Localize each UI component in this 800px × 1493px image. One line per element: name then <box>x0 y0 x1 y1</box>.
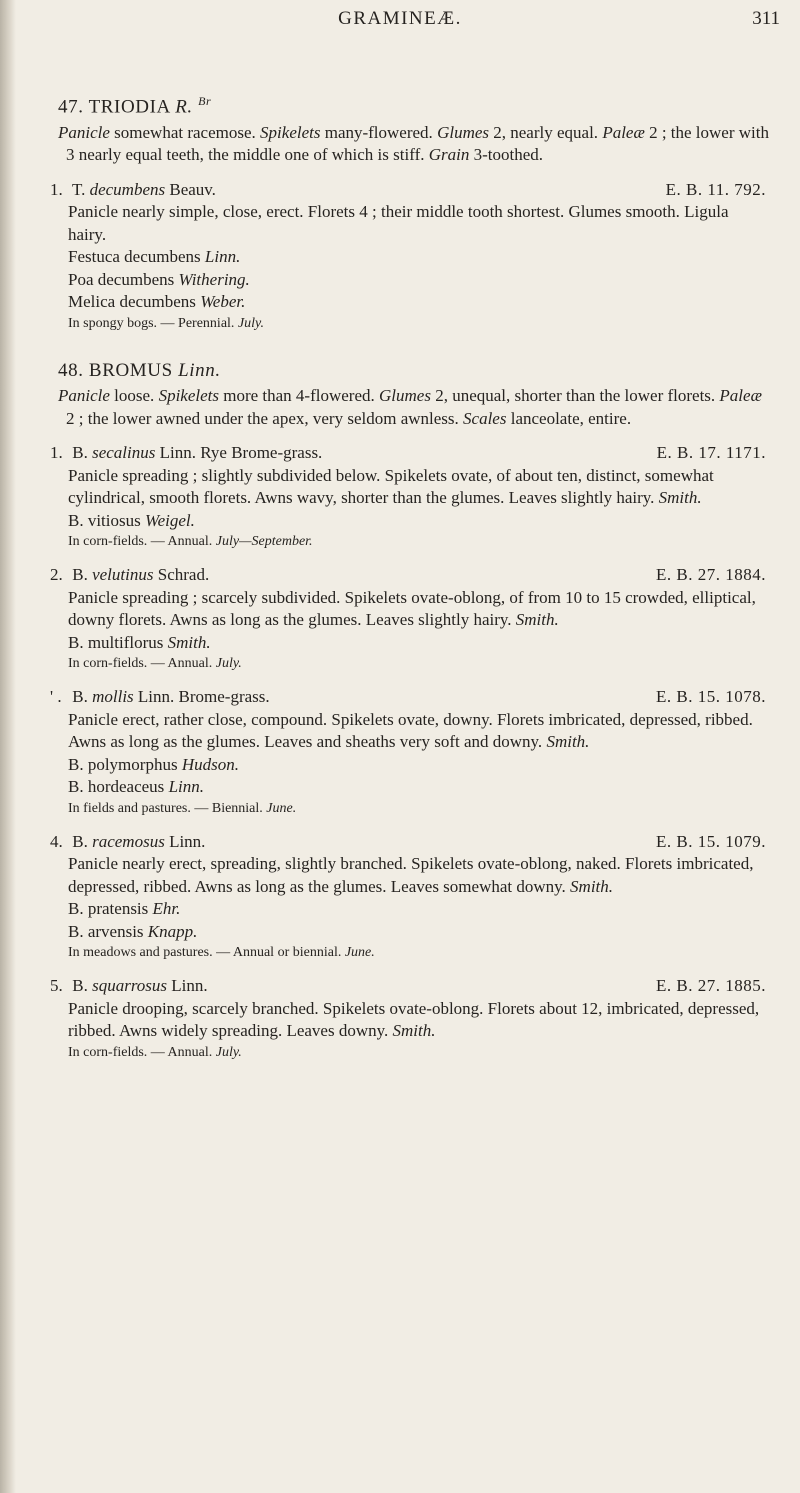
description-segment: 2 ; the lower with 3 nearly equal teeth, the middle one of which is stiff. <box>66 122 769 165</box>
species-authority: Schrad. <box>157 565 210 585</box>
species-habitat <box>50 1043 770 1063</box>
habitat-text: In meadows and pastures. — Annual or biennial. <box>68 945 342 961</box>
species-habitat <box>50 943 770 963</box>
running-head: GRAMINEÆ. <box>338 8 462 29</box>
species-habitat <box>50 654 770 674</box>
species-number: 1. <box>50 179 63 199</box>
species-common-name: Brome-grass. <box>178 687 270 707</box>
species-entry <box>50 831 770 964</box>
synonym-name: B. pratensis <box>68 899 149 919</box>
species-genus-abbr: B. <box>72 443 88 463</box>
habitat-text: In spongy bogs. — Perennial. <box>68 315 235 331</box>
species-heading <box>50 831 770 854</box>
synonym-authority: Linn. <box>168 777 204 797</box>
synonym-name: B. polymorphus <box>68 754 178 774</box>
genus-name: TRIODIA <box>88 96 170 118</box>
species-description-text: Panicle spreading ; slightly subdivided below. Spikelets ovate, of about ten, distinct, somewhat cylindrical, smooth florets. Awns wavy, shorter than the glumes. Leaves slightly hairy. <box>68 465 714 508</box>
synonym-authority: Knapp. <box>147 921 198 941</box>
species-name <box>50 442 322 465</box>
species-number: ' . <box>50 687 62 707</box>
species-epithet: secalinus <box>92 443 156 463</box>
species-entry <box>50 686 770 819</box>
synonym <box>50 776 770 799</box>
description-segment: lanceolate, entire. <box>506 408 632 428</box>
synonym-name: Festuca decumbens <box>68 247 201 267</box>
species-description-text: Panicle drooping, scarcely branched. Spikelets ovate-oblong. Florets about 12, imbricated, depressed, ribbed. Awns widely spreading. Leaves downy. <box>68 998 760 1041</box>
synonym-name: Melica decumbens <box>68 292 196 312</box>
species-description <box>50 853 770 898</box>
genus-description <box>58 122 770 167</box>
english-botany-reference: E. B. 27. 1885. <box>656 976 766 996</box>
genus-authority-mark: Br <box>198 94 212 108</box>
habitat-text: In corn-fields. — Annual. <box>68 1044 213 1060</box>
genus-authority: Linn. <box>178 359 221 381</box>
species-genus-abbr: B. <box>72 831 88 851</box>
synonym-name: B. multiflorus <box>68 632 164 652</box>
species-description <box>50 587 770 632</box>
description-segment: 2, nearly equal. <box>489 122 603 142</box>
species-name <box>50 686 270 709</box>
description-segment: Paleæ <box>719 386 762 406</box>
synonym <box>50 754 770 777</box>
synonym <box>50 510 770 533</box>
species-number: 5. <box>50 976 63 996</box>
species-heading <box>50 564 770 587</box>
flowering-season: July. <box>215 656 242 672</box>
synonym-name: B. arvensis <box>68 921 144 941</box>
habitat-text: In corn-fields. — Annual. <box>68 534 213 550</box>
species-entry <box>50 975 770 1063</box>
species-description-text: Panicle spreading ; scarcely subdivided. Spikelets ovate-oblong, of from 10 to 15 crowded, elliptical, downy florets. Awns as long as the glumes. Leaves slightly hairy. <box>68 587 756 630</box>
species-description-text: Panicle erect, rather close, compound. Spikelets ovate, downy. Florets imbricated, depressed, ribbed. Awns as long as the glumes. Leaves and sheaths very soft and downy. <box>68 709 753 752</box>
synonym-authority: Ehr. <box>152 899 181 919</box>
description-segment: loose. <box>109 386 159 406</box>
species-epithet: mollis <box>92 687 134 707</box>
species-authority: Linn. <box>171 976 208 996</box>
genus-title <box>58 90 770 119</box>
genus-number: 48. <box>58 359 84 381</box>
species-entry <box>50 442 770 552</box>
species-number: 1. <box>50 443 63 463</box>
genus-description <box>58 385 770 430</box>
species-description-authority: Smith. <box>570 876 614 896</box>
species-habitat <box>50 799 770 819</box>
species-authority: Beauv. <box>169 179 216 199</box>
description-segment: somewhat racemose. <box>109 122 261 142</box>
english-botany-reference: E. B. 17. 1171. <box>656 443 766 463</box>
species-epithet: squarrosus <box>92 976 168 996</box>
species-description-authority: Smith. <box>546 732 590 752</box>
english-botany-reference: E. B. 15. 1079. <box>656 831 766 851</box>
description-segment: Scales <box>463 408 507 428</box>
description-segment: 3-toothed. <box>469 145 544 165</box>
synonym <box>50 246 770 269</box>
synonym <box>50 921 770 944</box>
flowering-season: June. <box>344 945 375 961</box>
species-heading <box>50 442 770 465</box>
description-segment: more than 4-flowered. <box>218 386 380 406</box>
genus-name: BROMUS <box>88 359 173 381</box>
synonym <box>50 291 770 314</box>
species-description <box>50 709 770 754</box>
species-authority: Linn. <box>169 831 206 851</box>
page-number: 311 <box>752 8 780 29</box>
species-heading <box>50 975 770 998</box>
species-name <box>50 975 208 998</box>
description-segment: 2 ; the lower awned under the apex, very seldom awnless. <box>66 408 464 428</box>
synonym-name: B. vitiosus <box>68 510 141 530</box>
flowering-season: July. <box>215 1044 242 1060</box>
flowering-season: June. <box>266 800 297 816</box>
species-genus-abbr: B. <box>72 565 88 585</box>
species-authority: Linn. <box>137 687 175 707</box>
description-segment: Paleæ <box>602 122 645 142</box>
description-segment: many-flowered. <box>320 122 438 142</box>
species-epithet: racemosus <box>92 831 165 851</box>
genus-number: 47. <box>58 96 84 118</box>
species-genus-abbr: B. <box>72 687 88 707</box>
species-genus-abbr: T. <box>71 179 86 199</box>
synonym <box>50 632 770 655</box>
english-botany-reference: E. B. 27. 1884. <box>656 565 766 585</box>
synonym-authority: Weber. <box>200 292 246 312</box>
species-entry <box>50 564 770 674</box>
synonym-authority: Hudson. <box>181 754 239 774</box>
species-number: 4. <box>50 831 63 851</box>
species-description-authority: Smith. <box>392 1021 436 1041</box>
species-authority: Linn. <box>159 443 196 463</box>
species-description <box>50 998 770 1043</box>
species-name <box>50 564 209 587</box>
species-description <box>50 465 770 510</box>
species-description-authority: Smith. <box>515 610 559 630</box>
page-gutter-shadow <box>0 0 16 1493</box>
species-habitat <box>50 314 770 334</box>
species-name <box>50 179 216 202</box>
species-description <box>50 201 770 246</box>
description-segment: Panicle <box>58 386 110 406</box>
page-content <box>50 90 770 1089</box>
flowering-season: July. <box>237 315 264 331</box>
synonym-authority: Smith. <box>167 632 211 652</box>
species-name <box>50 831 205 854</box>
synonym-name: B. hordeaceus <box>68 777 165 797</box>
species-number: 2. <box>50 565 63 585</box>
flowering-season: July—September. <box>215 534 313 550</box>
description-segment: Glumes <box>437 122 490 142</box>
species-epithet: decumbens <box>89 179 166 199</box>
species-epithet: velutinus <box>92 565 154 585</box>
species-habitat <box>50 532 770 552</box>
genus-authority: R. <box>175 96 193 118</box>
habitat-text: In fields and pastures. — Biennial. <box>68 800 263 816</box>
description-segment: Glumes <box>379 386 431 406</box>
species-genus-abbr: B. <box>72 976 88 996</box>
page-header <box>0 8 800 34</box>
genus-title <box>58 360 770 383</box>
synonym-name: Poa decumbens <box>68 269 175 289</box>
description-segment: Grain <box>428 145 470 165</box>
species-description-text: Panicle nearly erect, spreading, slightly branched. Spikelets ovate-oblong, naked. Florets imbricated, depressed, ribbed. Awns as long as the glumes. Leaves somewhat downy. <box>68 854 754 896</box>
description-segment: Spikelets <box>260 122 321 142</box>
synonym <box>50 269 770 292</box>
synonym-authority: Weigel. <box>145 510 195 530</box>
english-botany-reference: E. B. 15. 1078. <box>656 687 766 707</box>
description-segment: Panicle <box>58 122 110 142</box>
synonym-authority: Withering. <box>178 269 250 289</box>
species-description-text: Panicle nearly simple, close, erect. Florets 4 ; their middle tooth shortest. Glumes smooth. Ligula hairy. <box>68 202 729 244</box>
synonym-authority: Linn. <box>204 247 241 267</box>
synonym <box>50 898 770 921</box>
species-heading <box>50 179 770 202</box>
description-segment: Spikelets <box>158 386 219 406</box>
habitat-text: In corn-fields. — Annual. <box>68 656 213 672</box>
species-heading <box>50 686 770 709</box>
species-common-name: Rye Brome-grass. <box>200 443 323 463</box>
genus-block <box>50 90 770 334</box>
description-segment: 2, unequal, shorter than the lower florets. <box>430 386 720 406</box>
species-entry <box>50 179 770 334</box>
genus-block <box>50 360 770 1063</box>
english-botany-reference: E. B. 11. 792. <box>665 179 766 199</box>
species-description-authority: Smith. <box>658 488 702 508</box>
